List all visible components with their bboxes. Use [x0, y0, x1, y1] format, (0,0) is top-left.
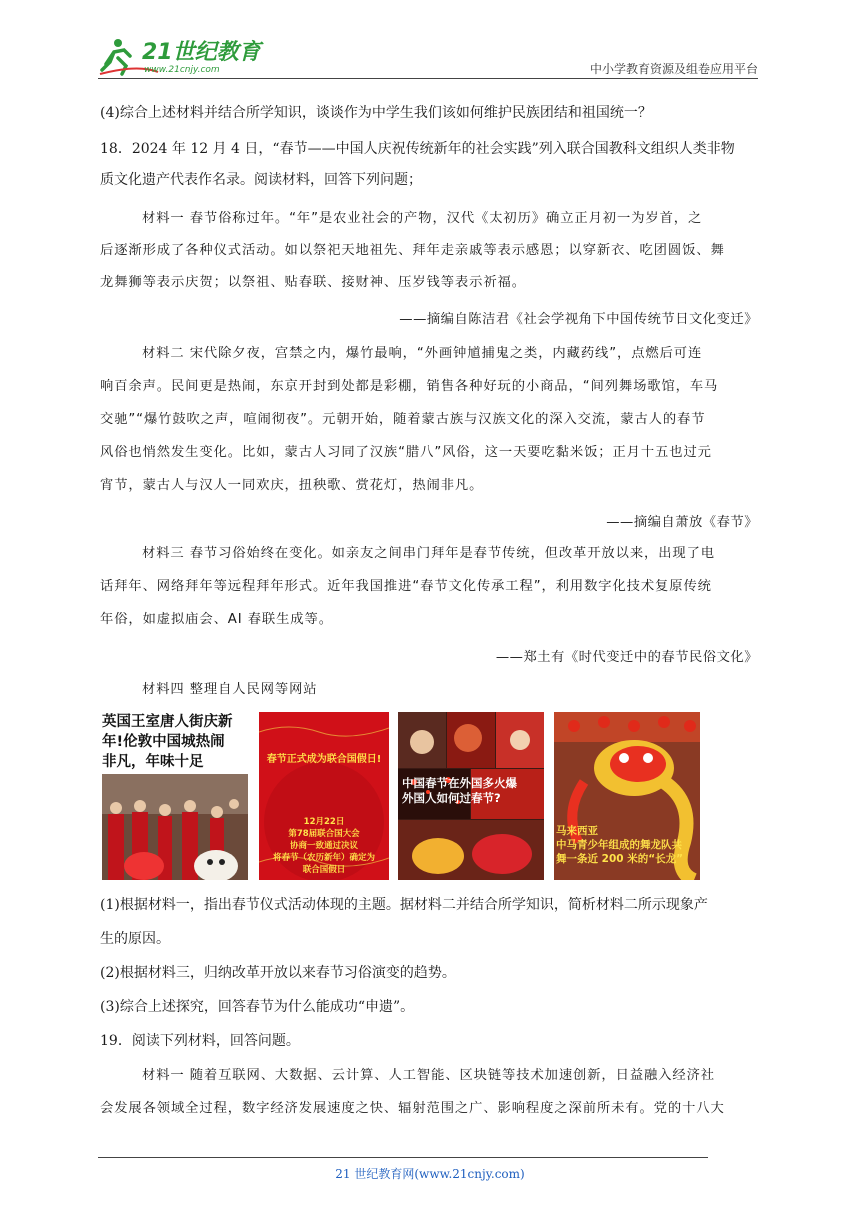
q18-sub2: (2)根据材料三，归纳改革开放以来春节习俗演变的趋势。 — [100, 965, 456, 981]
q18-m3-source: ——郑土有《时代变迁中的春节民俗文化》 — [495, 650, 758, 665]
photo4-caption-line: 马来西亚 — [556, 825, 598, 837]
photo2-body-line: 12月22日 — [303, 817, 345, 827]
q18-m1-source: ——摘编自陈洁君《社会学视角下中国传统节日文化变迁》 — [399, 312, 758, 327]
logo-url: www.21cnjy.com — [144, 65, 220, 75]
logo-text: 21世纪教育 — [142, 40, 261, 65]
q19-m1-line: 材料一 随着互联网、大数据、云计算、人工智能、区块链等技术加速创新，日益融入经济社 — [142, 1068, 716, 1083]
q18-m3-line: 话拜年、网络拜年等远程拜年形式。近年我国推进“春节文化传承工程”，利用数字化技术复原传统 — [100, 579, 712, 594]
q18-m2-line: 宵节，蒙古人与汉人一同欢庆，扭秧歌、赏花灯，热闹非凡。 — [100, 478, 484, 493]
photo1-caption-line: 英国王室唐人街庆新 — [102, 714, 233, 730]
photo3-caption-line: 外国人如何过春节? — [402, 791, 501, 805]
photo-malaysia-dragon — [554, 712, 700, 880]
q18-sub3: (3)综合上述探究，回答春节为什么能成功“申遗”。 — [100, 999, 415, 1015]
footer-divider — [98, 1157, 708, 1158]
q18-m2-line: 交驰”“爆竹鼓吹之声，喧闹彻夜”。元朝开始，随着蒙古族与汉族文化的深入交流，蒙古人的春节 — [100, 412, 706, 427]
q18-m2-line: 风俗也悄然发生变化。比如，蒙古人习同了汉族“腊八”风俗，这一天要吃黏米饭；正月十五也过元 — [100, 445, 712, 460]
photo-un-holiday — [259, 712, 389, 880]
photo2-body-line: 协商一致通过决议 — [289, 841, 358, 851]
q18-stem-line1: 18．2024 年 12 月 4 日，“春节——中国人庆祝传统新年的社会实践”列入联合国教科文组织人类非物 — [100, 141, 735, 157]
q18-stem-line2: 质文化遗产代表作名录。阅读材料，回答下列问题； — [100, 172, 422, 188]
q18-m2-line: 响百余声。民间更是热闹，东京开封到处都是彩棚，销售各种好玩的小商品，“间列舞场歌馆，车马 — [100, 379, 719, 394]
q18-m1-line: 龙舞狮等表示庆贺；以祭祖、贴春联、接财神、压岁钱等表示祈福。 — [100, 275, 526, 290]
photo4-caption-line: 中马青少年组成的舞龙队共 — [556, 839, 682, 851]
q18-sub1-line2: 生的原因。 — [100, 931, 170, 947]
photo-london-chinatown — [102, 712, 248, 880]
photo1-caption-line: 年!伦敦中国城热闹 — [102, 734, 225, 750]
q19-stem: 19．阅读下列材料，回答问题。 — [100, 1033, 300, 1049]
photo2-body-line: 将春节（农历新年）确定为 — [272, 853, 375, 863]
q19-m1-line: 会发展各领域全过程，数字经济发展速度之快、辐射范围之广、影响程度之深前所未有。党的十八大 — [100, 1101, 725, 1116]
q18-m4-label: 材料四 整理自人民网等网站 — [142, 682, 318, 697]
q18-sub1-line1: (1)根据材料一，指出春节仪式活动体现的主题。据材料二并结合所学知识，简析材料二所示现象产 — [100, 897, 708, 913]
header-divider — [98, 78, 758, 79]
q17-sub4: (4)综合上述材料并结合所学知识，谈谈作为中学生我们该如何维护民族团结和祖国统一？ — [100, 105, 652, 121]
q18-m2-line: 材料二 宋代除夕夜，宫禁之内，爆竹最响，“外画钟馗捕鬼之类，内藏药线”，点燃后可连 — [142, 346, 703, 361]
q18-m3-line: 年俗，如虚拟庙会、AI 春联生成等。 — [100, 612, 333, 627]
q18-m1-line: 后逐渐形成了各种仪式活动。如以祭祀天地祖先、拜年走亲戚等表示感恩；以穿新衣、吃团圆饭、舞 — [100, 243, 725, 258]
platform-name: 中小学教育资源及组卷应用平台 — [589, 62, 758, 76]
photo-foreigners-celebrate — [398, 712, 544, 880]
q18-m1-line: 材料一 春节俗称过年。“年”是农业社会的产物，汉代《太初历》确立正月初一为岁首，之 — [142, 211, 703, 226]
photo1-caption-line: 非凡，年味十足 — [102, 754, 204, 770]
photo3-caption-line: 中国春节在外国多火爆 — [402, 776, 517, 790]
page-header — [98, 30, 758, 80]
photo1-image — [102, 774, 248, 880]
footer-text: 21 世纪教育网(www.21cnjy.com) — [335, 1167, 525, 1181]
q18-m2-source: ——摘编自萧放《春节》 — [606, 515, 758, 530]
q18-m3-line: 材料三 春节习俗始终在变化。如亲友之间串门拜年是春节传统，但改革开放以来，出现了电 — [142, 546, 716, 561]
photo2-body-line: 联合国假日 — [302, 865, 346, 875]
photo4-caption-line: 舞一条近 200 米的“长龙” — [556, 853, 684, 865]
site-logo — [98, 34, 268, 76]
photo2-body-line: 第78届联合国大会 — [288, 829, 360, 839]
photo2-title: 春节正式成为联合国假日! — [266, 754, 382, 765]
